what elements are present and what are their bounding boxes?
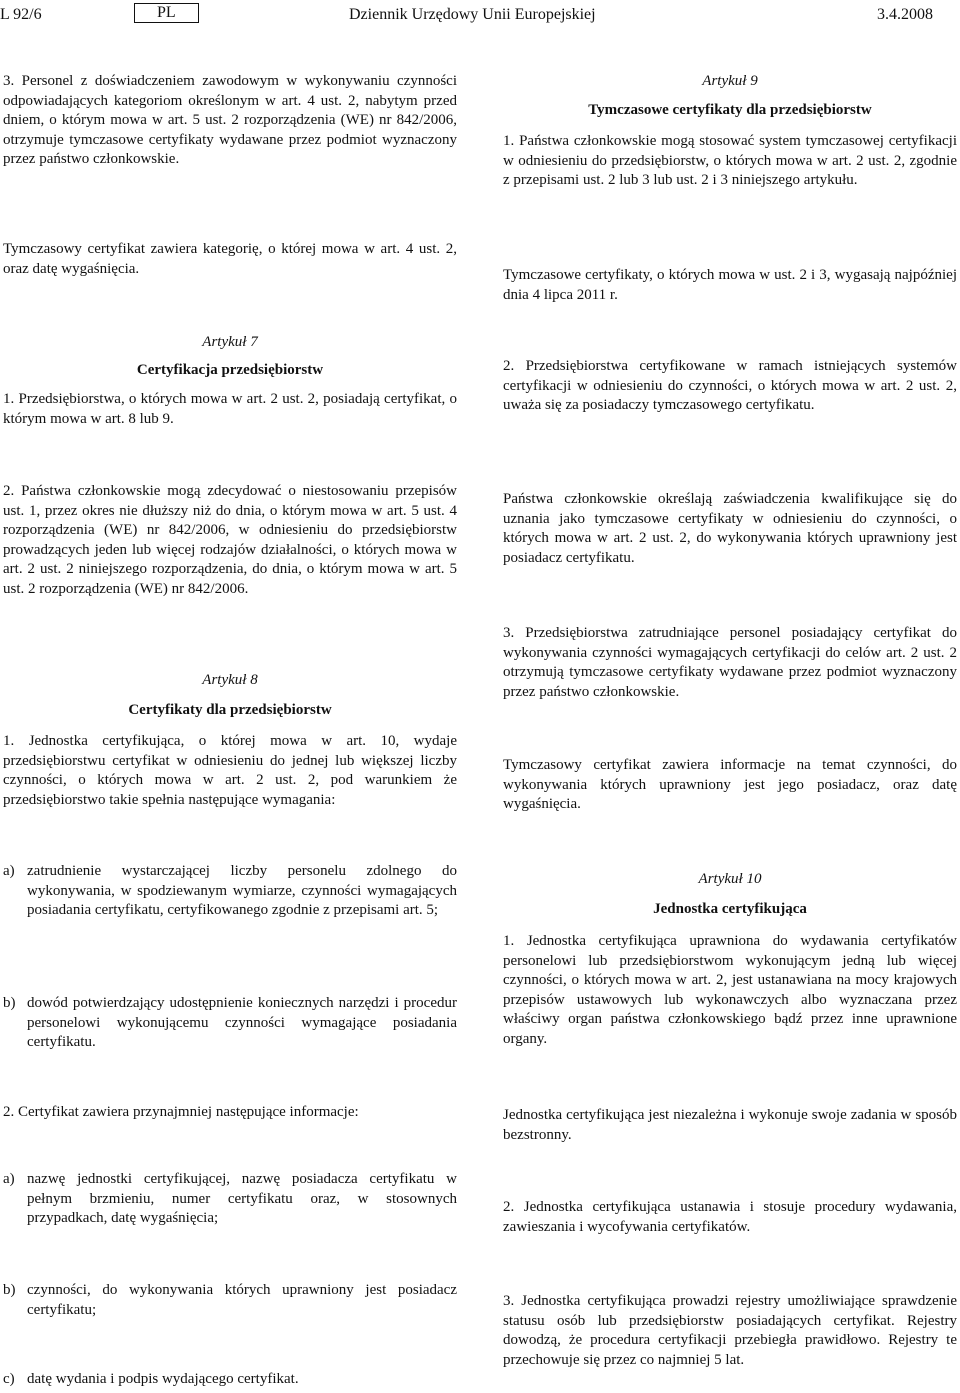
paragraph: 2. Certyfikat zawiera przynajmniej następujące informacje: bbox=[3, 1104, 359, 1120]
article-title: Jednostka certyfikująca bbox=[653, 901, 807, 917]
paragraph: 2. Jednostka certyfikująca ustanawia i stosuje procedury wydawania, zawieszania i wycofywania certyfikatów. bbox=[503, 1199, 957, 1235]
paragraph: 1. Państwa członkowskie mogą stosować system tymczasowej certyfikacji w odniesieniu do przedsiębiorstw, o których mowa w art. 2 ust. 2, zgodnie z przepisami ust. 2 lub 3 lub ust. 2 i 3 niniejszego artykułu. bbox=[503, 133, 957, 189]
article-number: Artykuł 10 bbox=[698, 871, 762, 887]
paragraph: Jednostka certyfikująca jest niezależna i wykonuje swoje zadania w sposób bezstronny. bbox=[503, 1107, 957, 1143]
article-title: Certyfikacja przedsiębiorstw bbox=[136, 362, 324, 378]
journal-title: Dziennik Urzędowy Unii Europejskiej bbox=[349, 6, 596, 23]
list-item-text: nazwę jednostki certyfikującej, nazwę posiadacza certyfikatu w pełnym brzmieniu, numer certyfikatu oraz, w stosownych przypadkach, datę wygaśnięcia; bbox=[27, 1171, 457, 1227]
paragraph: 1. Jednostka certyfikująca, o której mowa w art. 10, wydaje przedsiębiorstwu certyfikat w odniesieniu do jednej lub większej liczby czynności, o których mowa w art. 2 ust. 2, pod warunkiem że przedsiębiorstwo takie spełnia następujące wymagania: bbox=[3, 733, 457, 808]
list-item bbox=[3, 862, 457, 921]
article-title: Certyfikaty dla przedsiębiorstw bbox=[128, 702, 332, 718]
article-number: Artykuł 8 bbox=[202, 672, 258, 688]
list-item-label: c) bbox=[3, 1371, 15, 1387]
article-number: Artykuł 7 bbox=[202, 334, 258, 350]
list-item-label: a) bbox=[3, 1171, 15, 1187]
paragraph: 3. Personel z doświadczeniem zawodowym w wykonywaniu czynności odpowiadających kategoriom określonym w art. 4 ust. 2, nabytym przed dniem, o którym mowa w art. 5 ust. 2 rozporządzenia (WE) nr 842/2006, otrzymuje tymczasowe certyfikaty wydawane przez podmiot wyznaczony przez państwo członkowskie. bbox=[3, 73, 457, 168]
list-item bbox=[3, 994, 457, 1053]
list-item-label: b) bbox=[3, 995, 16, 1011]
paragraph: 3. Jednostka certyfikująca prowadzi rejestry umożliwiające sprawdzenie statusu osób lub przedsiębiorstw posiadających certyfikat. Rejestry dowodzą, że procedura certyfikacji przebiegła prawidłowo. Rejestry te przechowuje się przez co najmniej 5 lat. bbox=[503, 1293, 957, 1368]
list-item bbox=[3, 1370, 457, 1390]
publication-date: 3.4.2008 bbox=[877, 6, 933, 23]
paragraph: 3. Przedsiębiorstwa zatrudniające personel posiadający certyfikat do wykonywania czynności wymagających certyfikacji do celów art. 2 ust. 2 otrzymują tymczasowe certyfikaty wydawane przez podmiot wyznaczony przez państwo członkowskie. bbox=[503, 625, 957, 700]
list-item-text: zatrudnienie wystarczającej liczby personelu zdolnego do wykonywania, w spodziewanym wymiarze, czynności wymagających posiadania certyfikatu, certyfikowanego zgodnie z przepisami art. 5; bbox=[27, 863, 457, 919]
list-item-text: dowód potwierdzający udostępnienie koniecznych narzędzi i procedur personelowi wykonującemu czynności wymagające posiadania certyfikatu. bbox=[27, 995, 457, 1051]
paragraph: 1. Przedsiębiorstwa, o których mowa w art. 2 ust. 2, posiadają certyfikat, o którym mowa w art. 8 lub 9. bbox=[3, 391, 457, 427]
paragraph: Tymczasowy certyfikat zawiera informacje na temat czynności, do wykonywania których uprawniony jest jego posiadacz, oraz datę wygaśnięcia. bbox=[503, 757, 957, 813]
list-item-text: datę wydania i podpis wydającego certyfikat. bbox=[27, 1371, 299, 1387]
list-item-label: a) bbox=[3, 863, 15, 879]
paragraph: Państwa członkowskie określają zaświadczenia kwalifikujące się do uznania jako tymczasowe certyfikaty w odniesieniu do czynności, o których mowa w art. 2 ust. 2, do wykonywania których uprawniony jest posiadacz certyfikatu. bbox=[503, 491, 957, 566]
language-code-box: PL bbox=[134, 3, 199, 23]
paragraph: Tymczasowy certyfikat zawiera kategorię, o której mowa w art. 4 ust. 2, oraz datę wygaśnięcia. bbox=[3, 241, 457, 277]
list-item-label: b) bbox=[3, 1282, 16, 1298]
list-item bbox=[3, 1170, 457, 1229]
list-item bbox=[3, 1281, 457, 1320]
page-reference: L 92/6 bbox=[0, 6, 42, 23]
article-number: Artykuł 9 bbox=[702, 73, 758, 89]
paragraph: Tymczasowe certyfikaty, o których mowa w ust. 2 i 3, wygasają najpóźniej dnia 4 lipca 2011 r. bbox=[503, 267, 957, 303]
paragraph: 2. Przedsiębiorstwa certyfikowane w ramach istniejących systemów certyfikacji w odniesieniu do czynności, o których mowa w art. 2 ust. 2, uważa się za posiadaczy tymczasowego certyfikatu. bbox=[503, 358, 957, 414]
article-title: Tymczasowe certyfikaty dla przedsiębiorstw bbox=[588, 102, 872, 118]
paragraph: 1. Jednostka certyfikująca uprawniona do wydawania certyfikatów personelowi lub przedsiębiorstwom wykonującym jedną lub więcej czynności, o których mowa w art. 2, jest ustanawiana na mocy krajowych przepisów ustawowych lub wykonawczych albo wyznaczana przez właściwy organ państwa członkowskiego bądź przez inne uprawnione organy. bbox=[503, 933, 957, 1047]
paragraph: 2. Państwa członkowskie mogą zdecydować o niestosowaniu przepisów ust. 1, przez okres nie dłuższy niż do dnia, o którym mowa w art. 5 ust. 4 rozporządzenia (WE) nr 842/2006, w odniesieniu do przedsiębiorstw prowadzących jeden lub więcej rodzajów działalności, o których mowa w art. 2 ust. 2 niniejszego rozporządzenia, do dnia, o którym mowa w art. 5 ust. 2 rozporządzenia (WE) nr 842/2006. bbox=[3, 483, 457, 597]
list-item-text: czynności, do wykonywania których uprawniony jest posiadacz certyfikatu; bbox=[27, 1282, 457, 1318]
page-header bbox=[0, 5, 960, 27]
